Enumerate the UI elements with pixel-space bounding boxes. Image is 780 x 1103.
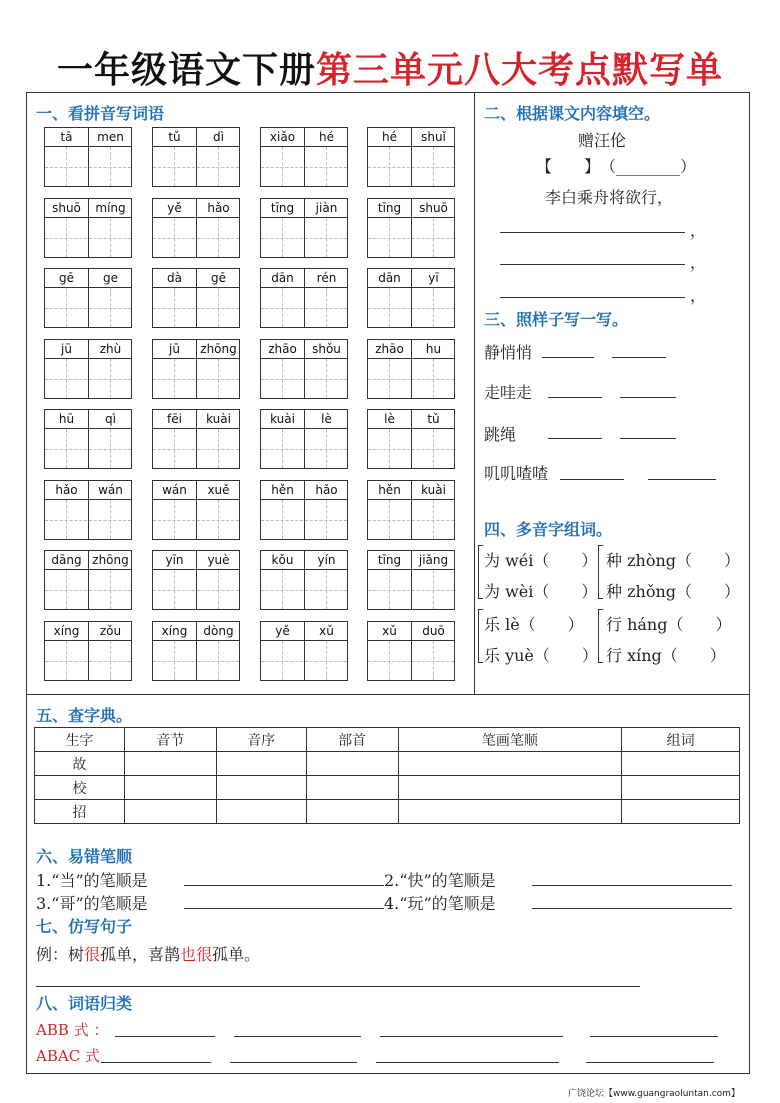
pinyin-syllable: kuài (421, 482, 446, 497)
abac-blank-2[interactable] (230, 1062, 357, 1063)
ex-highlight: 很 (84, 945, 101, 964)
guide-line (368, 379, 454, 380)
guide-line (45, 661, 131, 662)
pinyin-syllable: shuō (52, 200, 81, 215)
xing2-item[interactable]: 行 xíng（ ） (606, 646, 726, 665)
poem-title: 赠汪伦 (578, 131, 627, 150)
pinyin-word-box[interactable] (44, 198, 132, 258)
pinyin-word-box[interactable] (260, 409, 348, 469)
blank-3-4a[interactable] (560, 479, 624, 480)
abac-blank-1[interactable] (101, 1062, 211, 1063)
pinyin-syllable: xíng (53, 623, 80, 638)
guide-line (153, 238, 239, 239)
pinyin-syllable: hǎo (207, 200, 230, 215)
ex-highlight: 很 (196, 945, 213, 964)
box-divider (153, 287, 239, 288)
pinyin-syllable: lè (321, 412, 332, 426)
box-divider (88, 199, 89, 257)
box-divider (411, 340, 412, 398)
pinyin-word-box[interactable] (152, 621, 240, 681)
pinyin-word-box[interactable] (260, 339, 348, 399)
poem-comma-2: ， (690, 221, 707, 240)
abac-blank-3[interactable] (376, 1062, 559, 1063)
pinyin-syllable: hu (425, 341, 442, 356)
pinyin-syllable: xíng (161, 623, 188, 638)
pinyin-syllable: zhōng (92, 553, 129, 567)
pinyin-syllable: tǔ (427, 412, 440, 426)
pinyin-word-box[interactable] (44, 127, 132, 187)
box-divider (196, 269, 197, 327)
poem-comma-3: ， (690, 253, 707, 272)
pinyin-word-box[interactable] (367, 339, 455, 399)
box-divider (196, 410, 197, 468)
pinyin-syllable: jiàn (315, 200, 338, 215)
guide-line (45, 379, 131, 380)
box-divider (88, 128, 89, 186)
box-divider (45, 217, 131, 218)
footer-watermark: 广饶论坛【www.guangraoluntan.com】 (568, 1089, 740, 1099)
stroke-q2: 2.“快”的笔顺是 (384, 871, 496, 890)
guide-line (45, 449, 131, 450)
box-divider (196, 199, 197, 257)
pinyin-syllable: ge (103, 271, 118, 285)
dict-cell[interactable] (216, 800, 306, 824)
pinyin-syllable: shuō (419, 200, 448, 215)
pinyin-syllable: rén (316, 271, 337, 285)
pinyin-syllable: tīng (270, 200, 295, 215)
pinyin-word-box[interactable] (260, 127, 348, 187)
dictionary-table (34, 727, 740, 824)
pinyin-word-box[interactable] (260, 480, 348, 540)
box-divider (153, 217, 239, 218)
guide-line (45, 238, 131, 239)
poem-line4-blank[interactable] (500, 297, 685, 298)
box-divider (153, 358, 239, 359)
box-divider (45, 287, 131, 288)
box-divider (304, 481, 305, 539)
pinyin-syllable: dān (378, 271, 401, 285)
stroke-q2-blank[interactable] (532, 885, 732, 886)
pinyin-syllable: dāng (51, 553, 82, 567)
box-divider (368, 569, 454, 570)
pinyin-syllable: zhōng (200, 341, 237, 356)
pinyin-syllable: dì (213, 130, 224, 144)
box-divider (368, 640, 454, 641)
dict-col-syllable: 音节 (124, 728, 216, 752)
pinyin-syllable: jiǎng (418, 553, 449, 567)
example-word-3: 跳绳 (484, 425, 517, 444)
sec6-heading: 六、易错笔顺 (36, 847, 133, 866)
pinyin-syllable: kuài (270, 412, 295, 426)
guide-line (368, 238, 454, 239)
box-divider (196, 622, 197, 680)
brace-zhong (598, 545, 603, 599)
box-divider (196, 551, 197, 609)
box-divider (45, 428, 131, 429)
box-divider (45, 569, 131, 570)
poem-line2-blank[interactable] (500, 232, 685, 233)
box-divider (304, 410, 305, 468)
pinyin-syllable: tǔ (168, 130, 181, 144)
pinyin-syllable: zǒu (99, 623, 122, 638)
guide-line (261, 238, 347, 239)
box-divider (368, 428, 454, 429)
stroke-q3: 3.“哥”的笔顺是 (36, 894, 148, 913)
guide-line (153, 308, 239, 309)
dict-cell[interactable] (124, 752, 216, 776)
pinyin-syllable: gē (211, 271, 226, 285)
pinyin-word-box[interactable] (152, 268, 240, 328)
dict-header-row (35, 728, 740, 752)
box-divider (45, 146, 131, 147)
guide-line (153, 167, 239, 168)
pinyin-syllable: men (97, 130, 124, 144)
pinyin-word-box[interactable] (260, 268, 348, 328)
abb-blank-2[interactable] (234, 1036, 361, 1037)
blank-3-1b[interactable] (612, 357, 666, 358)
box-divider (153, 640, 239, 641)
stroke-q1: 1.“当”的笔顺是 (36, 871, 148, 890)
sec1-heading: 一、看拼音写词语 (36, 104, 165, 123)
pinyin-word-box[interactable] (260, 198, 348, 258)
pinyin-word-box[interactable] (367, 127, 455, 187)
zhong4-item[interactable]: 种 zhòng（ ） (606, 551, 741, 570)
abb-blank-3[interactable] (380, 1036, 563, 1037)
box-divider (261, 287, 347, 288)
sec7-heading: 七、仿写句子 (36, 917, 133, 936)
pinyin-word-box[interactable] (44, 550, 132, 610)
pinyin-word-box[interactable] (367, 480, 455, 540)
guide-line (261, 449, 347, 450)
pinyin-word-box[interactable] (44, 268, 132, 328)
box-divider (261, 217, 347, 218)
blank-3-3a[interactable] (548, 438, 602, 439)
pinyin-syllable: qì (105, 412, 116, 426)
box-divider (153, 146, 239, 147)
blank-3-3b[interactable] (620, 438, 676, 439)
box-divider (261, 146, 347, 147)
example-word-2: 走哇走 (484, 383, 533, 402)
pinyin-word-box[interactable] (152, 550, 240, 610)
sec3-heading: 三、照样子写一写。 (484, 310, 629, 329)
poem-author-blank[interactable]: （________） (600, 157, 697, 176)
dict-col-strokes: 笔画笔顺 (398, 728, 622, 752)
le4-item[interactable]: 乐 lè（ ） (484, 615, 584, 634)
dict-cell[interactable] (306, 800, 398, 824)
box-divider (88, 269, 89, 327)
pinyin-word-box[interactable] (44, 621, 132, 681)
guide-line (261, 590, 347, 591)
abb-label: ABB 式 ： (36, 1021, 109, 1039)
blank-3-4b[interactable] (648, 479, 716, 480)
dict-char: 招 (35, 800, 125, 824)
guide-line (45, 590, 131, 591)
brace-wei (478, 545, 483, 599)
pinyin-syllable: gē (59, 271, 74, 285)
pinyin-syllable: dà (167, 271, 182, 285)
poem-line1: 李白乘舟将欲行， (545, 188, 674, 207)
box-divider (196, 340, 197, 398)
box-divider (368, 217, 454, 218)
box-divider (304, 622, 305, 680)
ex-part: 孤单，喜鹊 (100, 945, 181, 964)
box-divider (45, 358, 131, 359)
box-divider (261, 428, 347, 429)
example-word-1: 静悄悄 (484, 343, 533, 362)
title-main: 一年级语文下册 (56, 50, 316, 91)
dict-cell[interactable] (124, 800, 216, 824)
box-divider (45, 640, 131, 641)
pinyin-syllable: jū (169, 341, 180, 356)
box-divider (411, 128, 412, 186)
pinyin-word-box[interactable] (152, 409, 240, 469)
pinyin-syllable: xiǎo (269, 130, 296, 144)
box-divider (304, 340, 305, 398)
stroke-q4-blank[interactable] (532, 908, 732, 909)
dict-cell[interactable] (622, 752, 740, 776)
pinyin-syllable: jū (61, 341, 72, 356)
pinyin-syllable: fēi (167, 412, 182, 426)
pinyin-word-box[interactable] (152, 339, 240, 399)
blank-3-1a[interactable] (542, 357, 594, 358)
pinyin-syllable: duō (422, 623, 445, 638)
pinyin-syllable: yuè (207, 553, 230, 567)
abb-blank-4[interactable] (590, 1036, 718, 1037)
guide-line (153, 661, 239, 662)
box-divider (304, 551, 305, 609)
dict-char: 校 (35, 776, 125, 800)
box-divider (411, 410, 412, 468)
blank-3-2b[interactable] (620, 397, 676, 398)
pinyin-syllable: shuǐ (421, 130, 446, 144)
wei4-item[interactable]: 为 wèi（ ） (484, 582, 598, 601)
box-divider (304, 128, 305, 186)
box-divider (411, 622, 412, 680)
pinyin-word-box[interactable] (44, 339, 132, 399)
guide-line (45, 520, 131, 521)
dict-cell[interactable] (216, 752, 306, 776)
dict-cell[interactable] (216, 776, 306, 800)
sentence-blank[interactable] (36, 986, 640, 987)
ex-part: 例：树 (36, 945, 85, 964)
pinyin-syllable: xǔ (382, 623, 397, 638)
sec5-heading: 五、查字典。 (36, 706, 133, 725)
column-divider (474, 92, 475, 695)
table-row (35, 800, 740, 824)
dict-cell[interactable] (306, 752, 398, 776)
box-divider (88, 340, 89, 398)
dict-cell[interactable] (306, 776, 398, 800)
pinyin-word-box[interactable] (152, 480, 240, 540)
box-divider (411, 269, 412, 327)
pinyin-syllable: hé (319, 130, 334, 144)
dict-cell[interactable] (398, 800, 622, 824)
pinyin-syllable: dòng (203, 623, 234, 638)
pinyin-syllable: xuě (207, 482, 230, 497)
guide-line (368, 167, 454, 168)
dict-cell[interactable] (398, 752, 622, 776)
pinyin-syllable: zhāo (268, 341, 297, 356)
pinyin-syllable: tīng (377, 553, 402, 567)
dict-char: 故 (35, 752, 125, 776)
dict-cell[interactable] (622, 776, 740, 800)
guide-line (153, 520, 239, 521)
pinyin-syllable: yī (428, 271, 439, 285)
pinyin-syllable: hěn (378, 482, 401, 497)
guide-line (261, 661, 347, 662)
dict-col-char: 生字 (35, 728, 125, 752)
box-divider (411, 199, 412, 257)
brace-xing (598, 609, 603, 663)
box-divider (196, 128, 197, 186)
guide-line (261, 167, 347, 168)
pinyin-word-box[interactable] (44, 409, 132, 469)
example-sentence (36, 942, 260, 965)
pinyin-word-box[interactable] (152, 127, 240, 187)
guide-line (368, 661, 454, 662)
guide-line (153, 449, 239, 450)
dict-col-words: 组词 (622, 728, 740, 752)
box-divider (368, 358, 454, 359)
guide-line (153, 379, 239, 380)
pinyin-word-box[interactable] (260, 621, 348, 681)
example-word-4: 叽叽喳喳 (484, 464, 549, 483)
pinyin-syllable: yě (167, 200, 182, 215)
pinyin-syllable: míng (95, 200, 126, 215)
pinyin-syllable: dān (271, 271, 294, 285)
pinyin-syllable: hé (382, 130, 397, 144)
poem-comma-4: ， (690, 286, 707, 305)
pinyin-syllable: hěn (271, 482, 294, 497)
pinyin-syllable: wán (98, 482, 123, 497)
dict-col-order: 音序 (216, 728, 306, 752)
box-divider (88, 551, 89, 609)
dict-cell[interactable] (124, 776, 216, 800)
guide-line (45, 167, 131, 168)
box-divider (304, 199, 305, 257)
abac-label: ABAC 式 (36, 1047, 100, 1065)
sec8-heading: 八、词语归类 (36, 994, 133, 1013)
pinyin-syllable: kǒu (271, 553, 294, 567)
box-divider (261, 640, 347, 641)
abac-blank-4[interactable] (586, 1062, 714, 1063)
blank-3-2a[interactable] (548, 397, 602, 398)
pinyin-syllable: tīng (377, 200, 402, 215)
pinyin-syllable: wán (162, 482, 187, 497)
box-divider (196, 481, 197, 539)
pinyin-syllable: hǎo (55, 482, 78, 497)
box-divider (368, 287, 454, 288)
box-divider (153, 428, 239, 429)
box-divider (153, 499, 239, 500)
pinyin-syllable: kuài (206, 412, 231, 426)
table-row (35, 752, 740, 776)
pinyin-word-box[interactable] (260, 550, 348, 610)
guide-line (368, 520, 454, 521)
pinyin-syllable: hū (58, 412, 75, 426)
wei2-item[interactable]: 为 wéi（ ） (484, 551, 598, 570)
pinyin-word-box[interactable] (367, 409, 455, 469)
pinyin-syllable: lè (384, 412, 395, 426)
guide-line (153, 590, 239, 591)
dict-col-radical: 部首 (306, 728, 398, 752)
poem-dynasty-blank[interactable]: 【 】 (536, 157, 601, 176)
dict-cell[interactable] (398, 776, 622, 800)
stroke-q4: 4.“玩”的笔顺是 (384, 894, 496, 913)
stroke-q3-blank[interactable] (184, 908, 384, 909)
guide-line (261, 308, 347, 309)
pinyin-word-box[interactable] (152, 198, 240, 258)
poem-line3-blank[interactable] (500, 264, 685, 265)
pinyin-word-box[interactable] (44, 480, 132, 540)
pinyin-word-box[interactable] (367, 268, 455, 328)
pinyin-syllable: tā (60, 130, 73, 144)
sec2-heading: 二、根据课文内容填空。 (484, 104, 661, 123)
box-divider (368, 499, 454, 500)
dict-cell[interactable] (622, 800, 740, 824)
stroke-q1-blank[interactable] (184, 885, 384, 886)
guide-line (368, 308, 454, 309)
title-sub: 第三单元八大考点默写单 (316, 50, 724, 91)
pinyin-syllable: zhù (99, 341, 122, 356)
guide-line (261, 520, 347, 521)
pinyin-syllable: shǒu (312, 341, 341, 356)
pinyin-syllable: yín (317, 553, 336, 567)
table-row (35, 776, 740, 800)
abb-blank-1[interactable] (115, 1036, 215, 1037)
guide-line (261, 379, 347, 380)
box-divider (45, 499, 131, 500)
brace-le (478, 609, 483, 663)
zhong3-item[interactable]: 种 zhǒng（ ） (606, 582, 741, 601)
ex-part: 孤单。 (212, 945, 261, 964)
box-divider (411, 481, 412, 539)
pinyin-syllable: hǎo (315, 482, 338, 497)
pinyin-syllable: yīn (165, 553, 184, 567)
box-divider (368, 146, 454, 147)
box-divider (88, 622, 89, 680)
hang2-item[interactable]: 行 háng（ ） (606, 615, 732, 634)
box-divider (261, 499, 347, 500)
box-divider (88, 481, 89, 539)
pinyin-word-box[interactable] (367, 198, 455, 258)
pinyin-syllable: xǔ (319, 623, 334, 638)
box-divider (261, 358, 347, 359)
sec4-heading: 四、多音字组词。 (484, 520, 613, 539)
box-divider (88, 410, 89, 468)
yue4-item[interactable]: 乐 yuè（ ） (484, 646, 598, 665)
page-title (0, 42, 780, 93)
box-divider (153, 569, 239, 570)
ex-highlight: 也 (180, 945, 197, 964)
pinyin-syllable: yě (275, 623, 290, 638)
box-divider (261, 569, 347, 570)
guide-line (368, 449, 454, 450)
guide-line (368, 590, 454, 591)
pinyin-syllable: zhāo (375, 341, 404, 356)
pinyin-word-box[interactable] (367, 621, 455, 681)
guide-line (45, 308, 131, 309)
pinyin-word-box[interactable] (367, 550, 455, 610)
box-divider (304, 269, 305, 327)
box-divider (411, 551, 412, 609)
